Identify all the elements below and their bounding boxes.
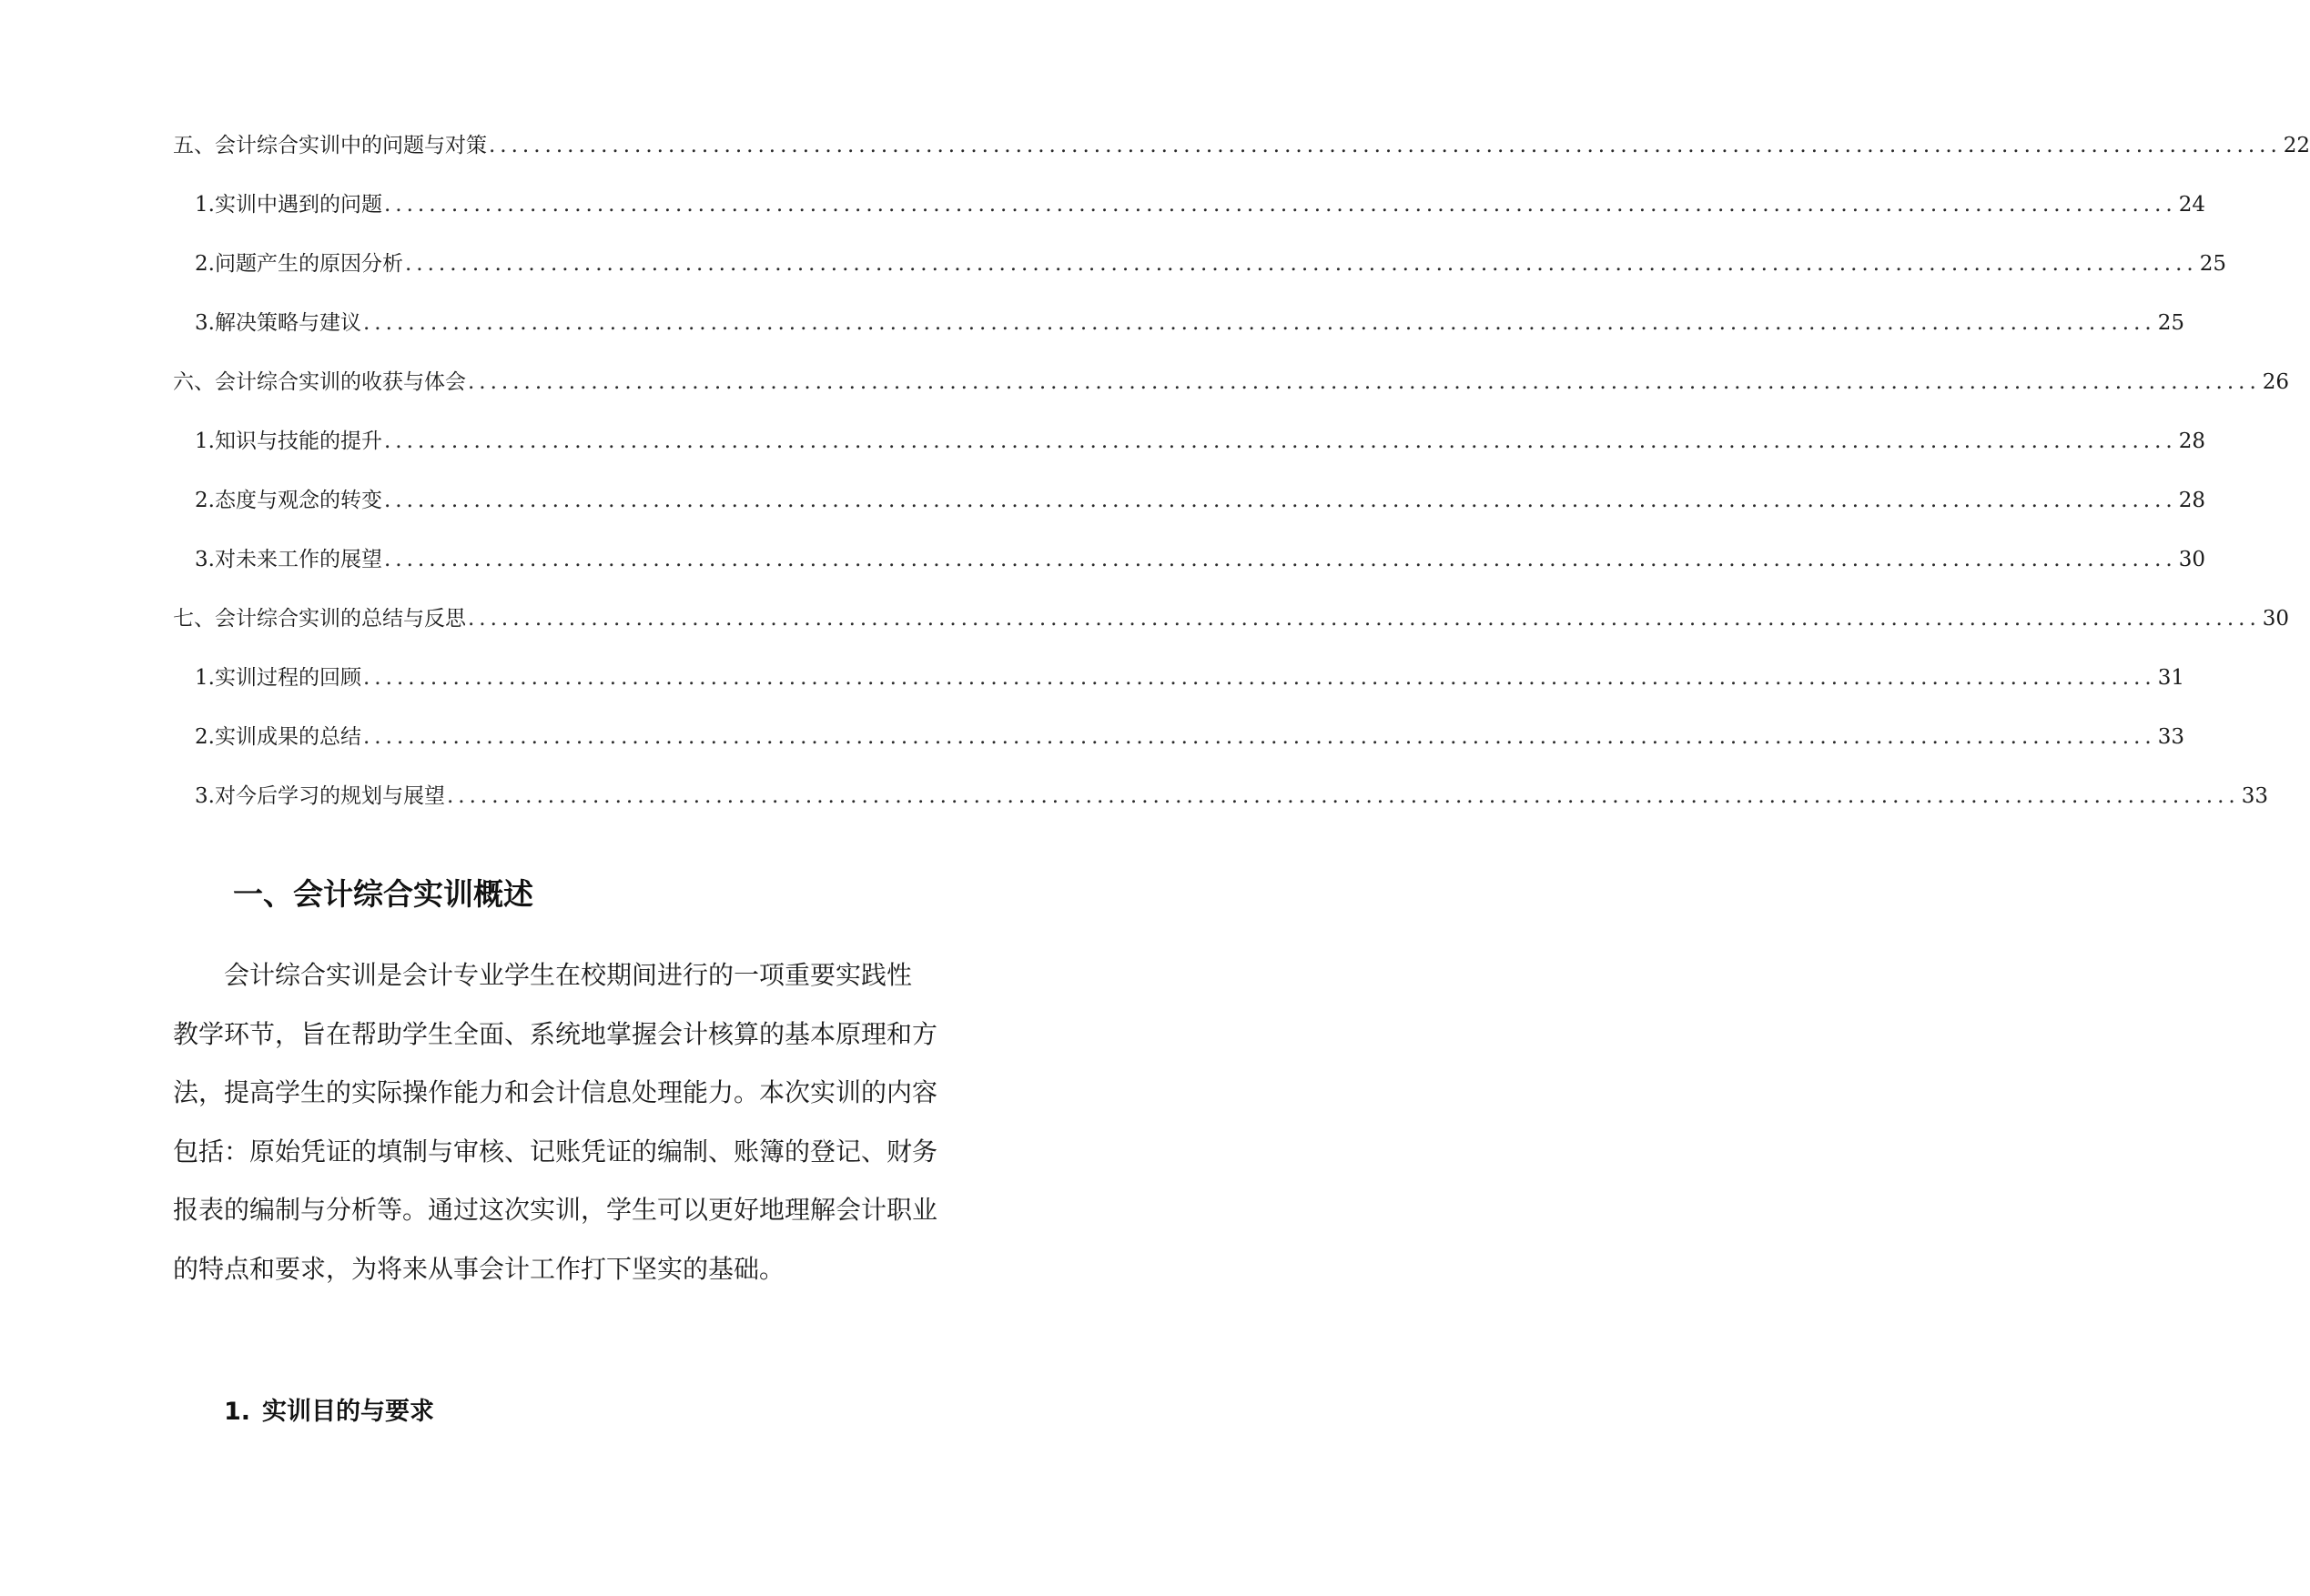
toc-entry-number: 2. <box>195 489 215 512</box>
table-of-contents <box>173 132 2310 842</box>
toc-dot-leader: ................................................................................................................................................................ <box>468 607 2261 631</box>
subsection-number: 1. <box>224 1398 251 1426</box>
toc-page-number: 22 <box>2283 134 2310 157</box>
toc-page-number: 30 <box>2262 607 2290 631</box>
subsection-title: 实训目的与要求 <box>262 1398 434 1426</box>
paragraph-line: 教学环节，旨在帮助学生全面、系统地掌握会计核算的基本原理和方 <box>173 1018 938 1049</box>
toc-dot-leader: ................................................................................................................................................................ <box>362 311 2156 335</box>
toc-entry[interactable] <box>173 250 2226 309</box>
toc-entry-title: 七、会计综合实训的总结与反思 <box>173 607 466 631</box>
toc-entry[interactable] <box>173 309 2184 369</box>
toc-entry-number: 3. <box>195 784 215 808</box>
toc-page-number: 24 <box>2178 193 2205 217</box>
toc-entry[interactable] <box>173 605 2290 664</box>
toc-entry-title: 对今后学习的规划与展望 <box>214 784 445 808</box>
toc-page-number: 26 <box>2262 370 2290 394</box>
toc-page-number: 31 <box>2157 666 2184 690</box>
paragraph-line: 包括：原始凭证的填制与审核、记账凭证的编制、账簿的登记、财务 <box>173 1136 938 1167</box>
section-heading: 一、会计综合实训概述 <box>233 876 533 912</box>
toc-entry-title: 知识与技能的提升 <box>214 429 382 453</box>
section-paragraph <box>173 946 974 1298</box>
toc-entry[interactable] <box>173 132 2310 191</box>
toc-entry[interactable] <box>173 191 2205 250</box>
toc-entry-number: 1. <box>195 429 215 453</box>
toc-page-number: 33 <box>2157 725 2184 749</box>
toc-dot-leader: ................................................................................................................................................................ <box>446 784 2240 808</box>
paragraph-line: 的特点和要求，为将来从事会计工作打下坚实的基础。 <box>173 1253 785 1284</box>
toc-dot-leader: ................................................................................................................................................................ <box>383 489 2177 512</box>
paragraph-line: 会计综合实训是会计专业学生在校期间进行的一项重要实践性 <box>224 960 913 990</box>
toc-entry-title: 实训过程的回顾 <box>214 666 361 690</box>
toc-entry-number: 3. <box>195 311 215 335</box>
toc-entry[interactable] <box>173 664 2184 723</box>
toc-entry[interactable] <box>173 546 2205 605</box>
toc-entry-number: 2. <box>195 252 215 276</box>
toc-entry[interactable] <box>173 783 2268 842</box>
toc-page-number: 33 <box>2241 784 2268 808</box>
toc-entry[interactable] <box>173 723 2184 783</box>
toc-page-number: 28 <box>2178 429 2205 453</box>
toc-page-number: 25 <box>2199 252 2226 276</box>
toc-entry-title: 解决策略与建议 <box>214 311 361 335</box>
toc-entry-title: 实训成果的总结 <box>214 725 361 749</box>
toc-entry-number: 2. <box>195 725 215 749</box>
toc-dot-leader: ................................................................................................................................................................ <box>383 429 2177 453</box>
toc-dot-leader: ................................................................................................................................................................ <box>404 252 2198 276</box>
subsection-heading <box>224 1397 434 1428</box>
paragraph-line: 报表的编制与分析等。通过这次实训，学生可以更好地理解会计职业 <box>173 1195 938 1225</box>
toc-dot-leader: ................................................................................................................................................................ <box>383 193 2177 217</box>
toc-entry-number: 1. <box>195 193 215 217</box>
paragraph-line: 法，提高学生的实际操作能力和会计信息处理能力。本次实训的内容 <box>173 1077 938 1107</box>
toc-page-number: 25 <box>2157 311 2184 335</box>
toc-entry-number: 1. <box>195 666 215 690</box>
toc-dot-leader: ................................................................................................................................................................ <box>362 666 2156 690</box>
toc-entry-title: 问题产生的原因分析 <box>214 252 403 276</box>
toc-entry-title: 六、会计综合实训的收获与体会 <box>173 370 466 394</box>
toc-entry-title: 五、会计综合实训中的问题与对策 <box>173 134 487 157</box>
toc-entry-title: 态度与观念的转变 <box>214 489 382 512</box>
toc-page-number: 28 <box>2178 489 2205 512</box>
toc-dot-leader: ................................................................................................................................................................ <box>489 134 2282 157</box>
toc-entry-title: 对未来工作的展望 <box>214 548 382 571</box>
toc-dot-leader: ................................................................................................................................................................ <box>383 548 2177 571</box>
toc-entry-number: 3. <box>195 548 215 571</box>
toc-page-number: 30 <box>2178 548 2205 571</box>
toc-dot-leader: ................................................................................................................................................................ <box>468 370 2261 394</box>
toc-entry-title: 实训中遇到的问题 <box>214 193 382 217</box>
toc-entry[interactable] <box>173 428 2205 487</box>
toc-entry[interactable] <box>173 487 2205 546</box>
toc-dot-leader: ................................................................................................................................................................ <box>362 725 2156 749</box>
toc-entry[interactable] <box>173 369 2290 428</box>
